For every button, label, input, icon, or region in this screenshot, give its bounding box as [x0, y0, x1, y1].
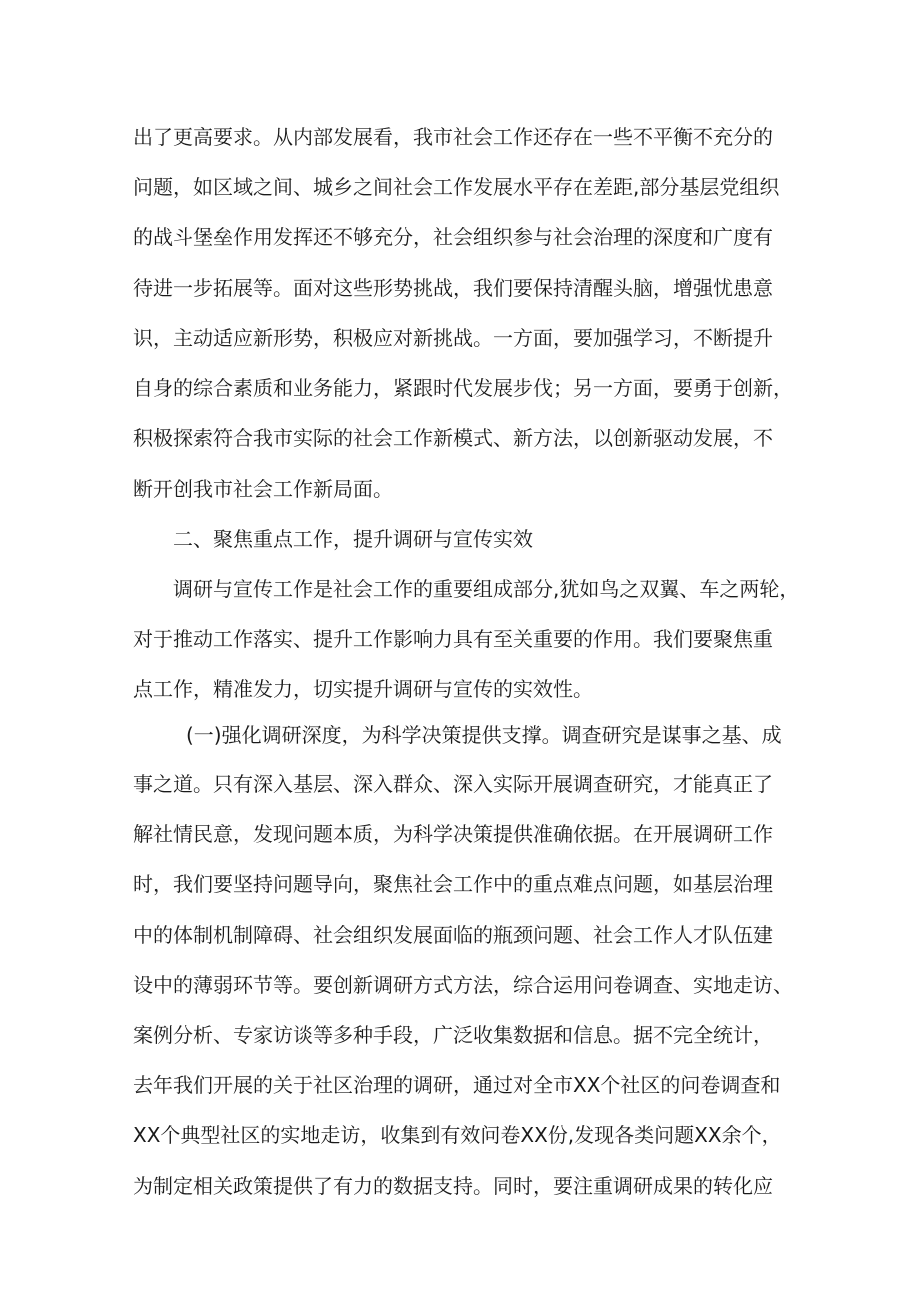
paragraph-line: 点工作，精准发力，切实提升调研与宣传的实效性。 — [133, 677, 593, 701]
paragraph-line: 去年我们开展的关于社区治理的调研，通过对全市XX个社区的问卷调查和 — [133, 1073, 781, 1097]
paragraph-line: 的战斗堡垒作用发挥还不够充分，社会组织参与社会治理的深度和广度有 — [133, 225, 773, 249]
subsection-heading-line: (一)强化调研深度，为科学决策提供支撑。调查研究是谋事之基、成 — [186, 723, 782, 747]
paragraph-line: 对于推动工作落实、提升工作影响力具有至关重要的作用。我们要聚焦重 — [133, 627, 773, 651]
paragraph-line: 积极探索符合我市实际的社会工作新模式、新方法，以创新驱动发展，不 — [133, 426, 773, 450]
paragraph-line: 为制定相关政策提供了有力的数据支持。同时，要注重调研成果的转化应 — [133, 1174, 773, 1198]
paragraph-line: XX个典型社区的实地走访，收集到有效问卷XX份,发现各类问题XX余个， — [133, 1123, 782, 1147]
paragraph-line: 案例分析、专家访谈等多种手段，广泛收集数据和信息。据不完全统计， — [133, 1023, 773, 1047]
paragraph-line: 问题，如区域之间、城乡之间社会工作发展水平存在差距,部分基层党组织 — [133, 175, 780, 199]
paragraph-line: 自身的综合素质和业务能力，紧跟时代发展步伐；另一方面，要勇于创新， — [133, 376, 793, 400]
paragraph-line: 出了更高要求。从内部发展看，我市社会工作还存在一些不平衡不充分的 — [133, 125, 773, 149]
paragraph-line: 事之道。只有深入基层、深入群众、深入实际开展调查研究，才能真正了 — [133, 772, 773, 796]
paragraph-line: 解社情民意，发现问题本质，为科学决策提供准确依据。在开展调研工作 — [133, 822, 773, 846]
paragraph-line: 识，主动适应新形势，积极应对新挑战。一方面，要加强学习，不断提升 — [133, 326, 773, 350]
paragraph-line: 时，我们要坚持问题导向，聚焦社会工作中的重点难点问题，如基层治理 — [133, 872, 773, 896]
paragraph-line: 调研与宣传工作是社会工作的重要组成部分,犹如鸟之双翼、车之两轮， — [173, 577, 800, 601]
paragraph-line: 设中的薄弱环节等。要创新调研方式方法，综合运用问卷调查、实地走访、 — [133, 973, 793, 997]
section-heading: 二、聚焦重点工作，提升调研与宣传实效 — [173, 527, 533, 551]
paragraph-line: 待进一步拓展等。面对这些形势挑战，我们要保持清醒头脑，增强忧患意 — [133, 276, 773, 300]
paragraph-line: 中的体制机制障碍、社会组织发展面临的瓶颈问题、社会工作人才队伍建 — [133, 923, 773, 947]
paragraph-line: 断开创我市社会工作新局面。 — [133, 477, 393, 501]
